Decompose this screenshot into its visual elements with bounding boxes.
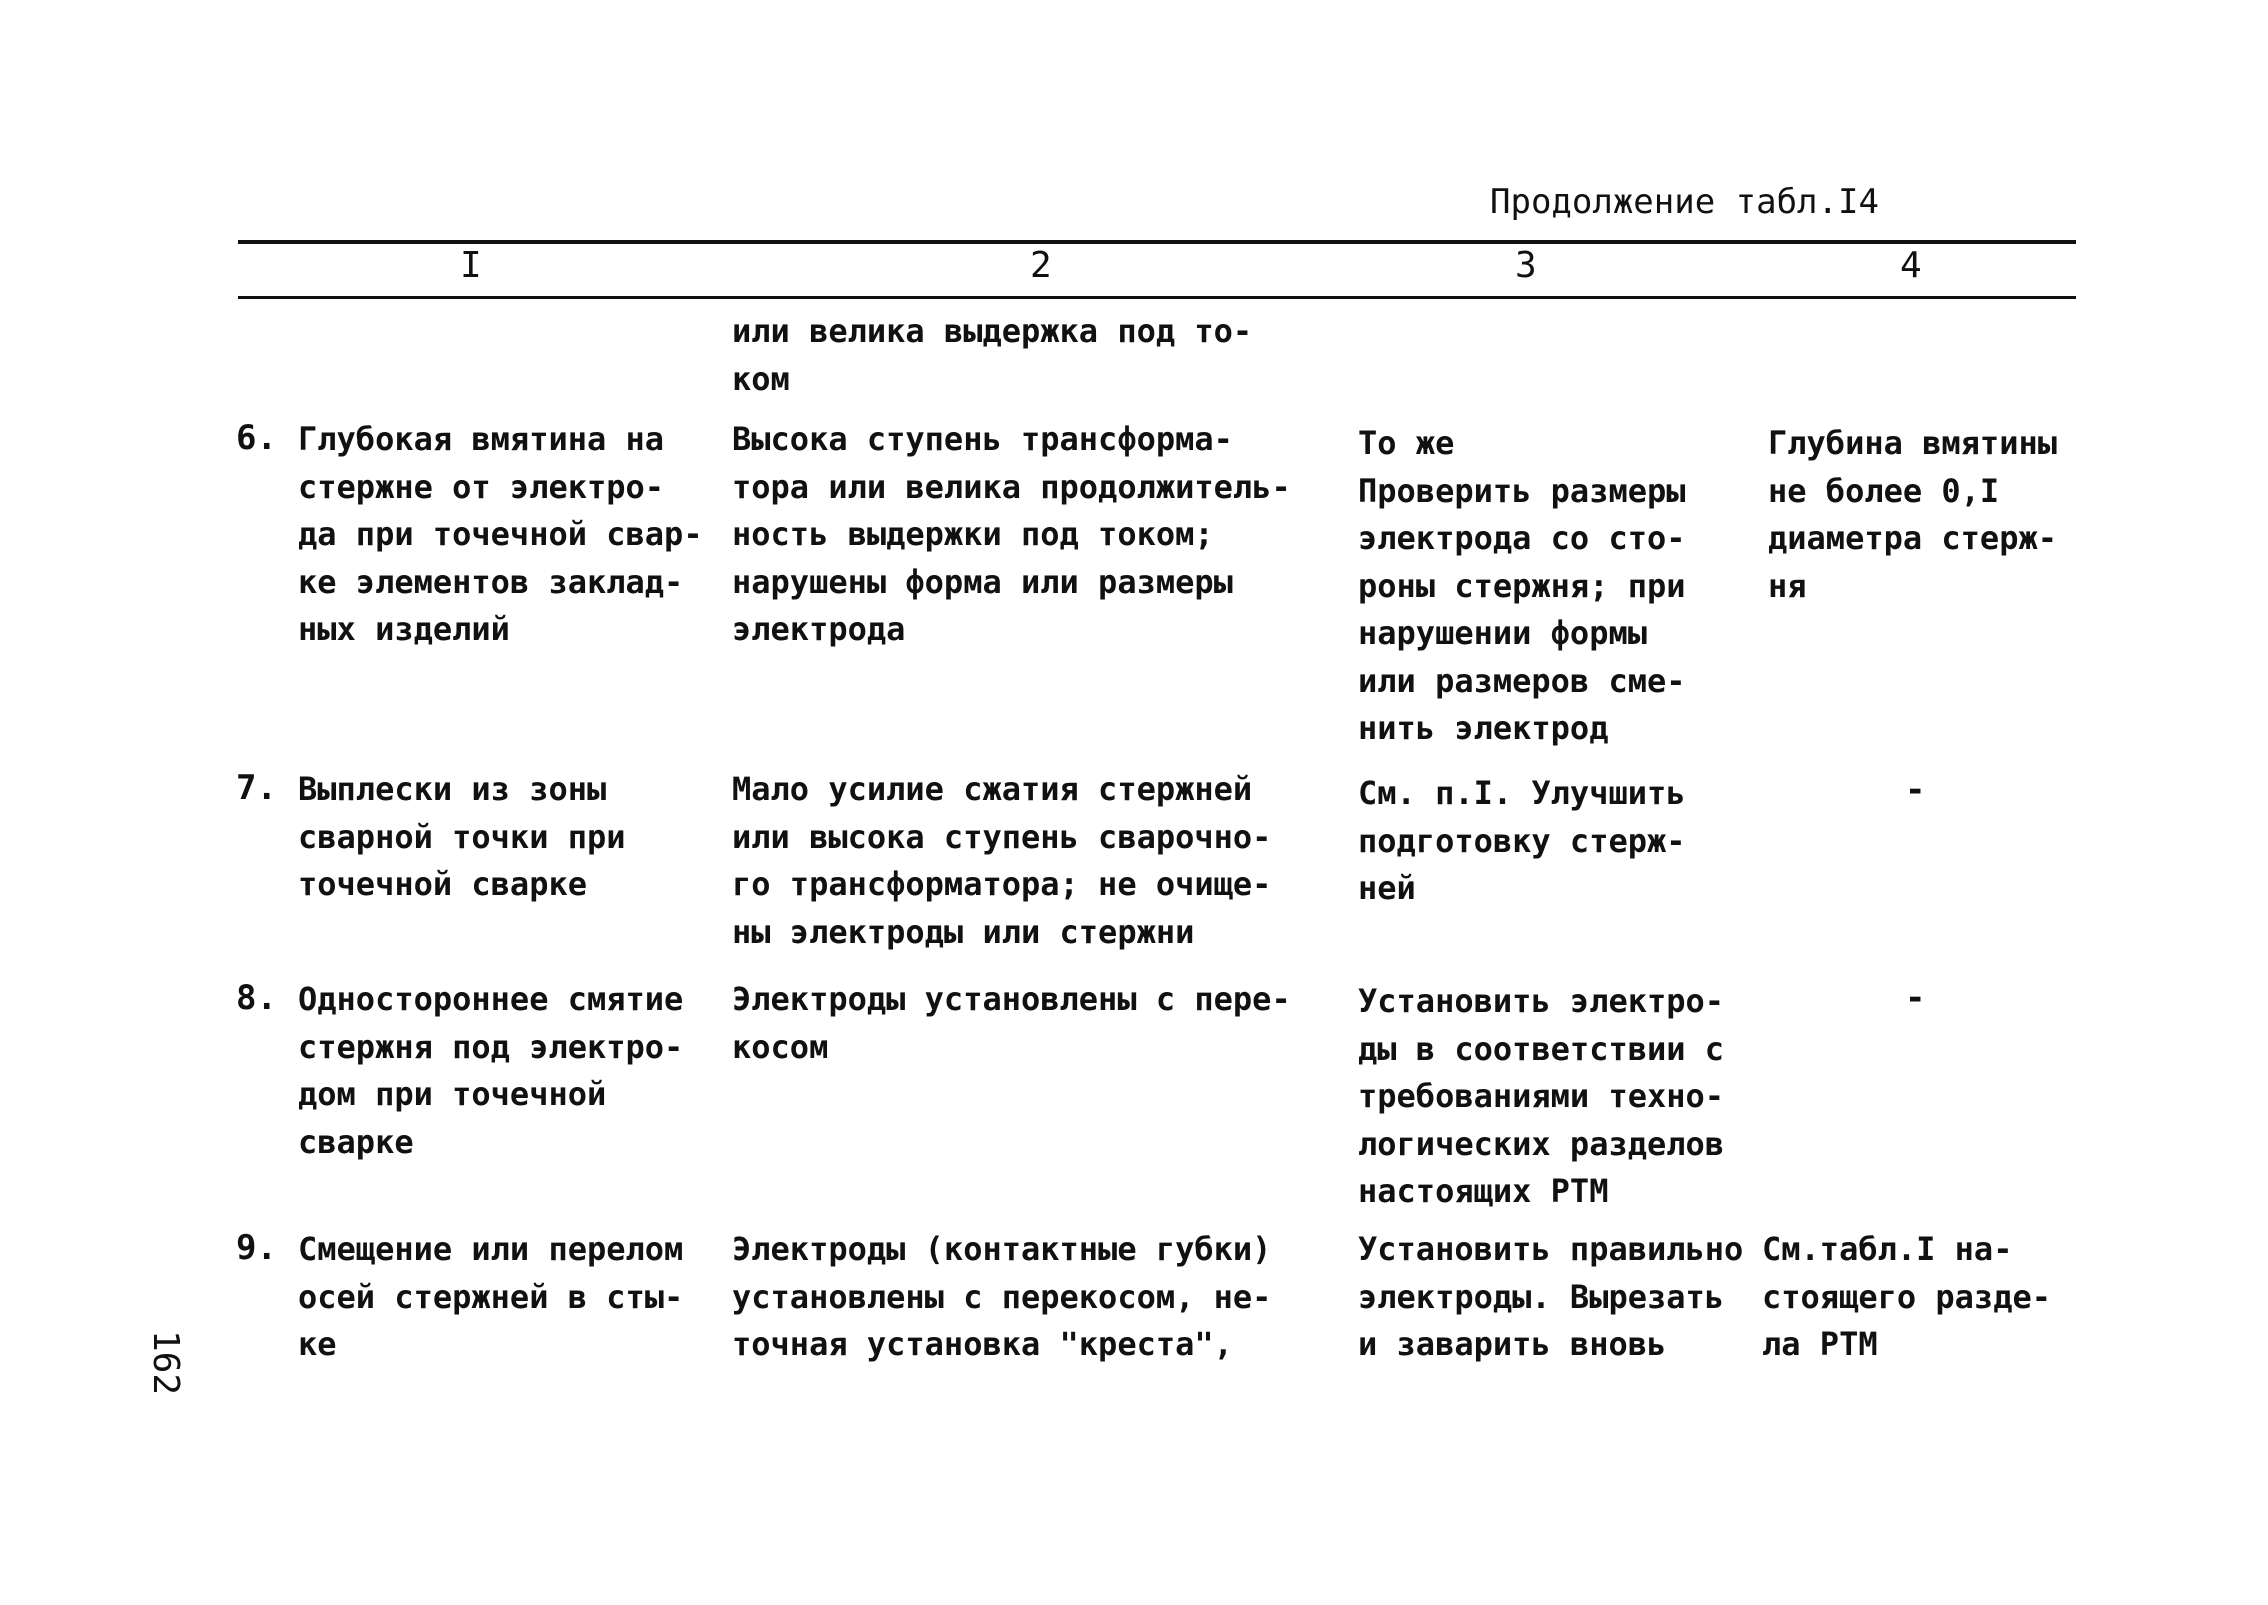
row-defect: Выплески из зоны сварной точки при точечной сварке (298, 770, 626, 903)
row-remedy: То же Проверить размеры электрода со сто- роны стержня; при нарушении формы или размеров сме- нить электрод (1358, 424, 1686, 747)
page-number: 162 (145, 1330, 186, 1396)
row-remedy: Установить электро- ды в соответствии с требованиями техно- логических разделов настоящих РТМ (1358, 982, 1725, 1210)
column-header-2: 2 (1030, 245, 1052, 286)
row-remedy: Установить правильно электроды. Вырезать и заварить вновь (1358, 1230, 1744, 1363)
table-caption: Продолжение табл.I4 (1490, 182, 1879, 222)
row-tolerance: Глубина вмятины не более 0,I диаметра стерж- ня (1768, 424, 2057, 605)
row-remedy: См. п.I. Улучшить подготовку стерж- ней (1358, 774, 1686, 907)
column-header-4: 4 (1900, 245, 1922, 286)
row-tolerance: См.табл.I на- стоящего разде- ла РТМ (1762, 1230, 2051, 1363)
row-number: 8. (236, 978, 277, 1018)
row-number: 9. (236, 1228, 277, 1268)
table-header-rule (238, 296, 2076, 299)
column-header-1: I (460, 245, 482, 286)
row-number: 6. (236, 418, 277, 458)
row-tolerance: - (1905, 770, 1926, 810)
row-cause: Электроды (контактные губки) установлены с перекосом, не- точная установка "креста", (732, 1230, 1272, 1363)
row-cause: Высока ступень трансформа- тора или велика продолжитель- ность выдержки под током; нарушены форма или размеры электрода (732, 420, 1291, 648)
row-cause: Электроды установлены с пере- косом (732, 980, 1291, 1066)
row-tolerance: - (1905, 978, 1926, 1018)
row-number: 7. (236, 768, 277, 808)
continuation-cause: или велика выдержка под то- ком (732, 312, 1253, 398)
row-defect: Глубокая вмятина на стержне от электро- да при точечной свар- ке элементов заклад- ных изделий (298, 420, 703, 648)
row-defect: Одностороннее смятие стержня под электро- дом при точечной сварке (298, 980, 684, 1161)
table-top-rule (238, 240, 2076, 244)
row-cause: Мало усилие сжатия стержней или высока ступень сварочно- го трансформатора; не очище- ны электроды или стержни (732, 770, 1272, 951)
column-header-3: 3 (1515, 245, 1537, 286)
row-defect: Смещение или перелом осей стержней в сты- ке (298, 1230, 684, 1363)
